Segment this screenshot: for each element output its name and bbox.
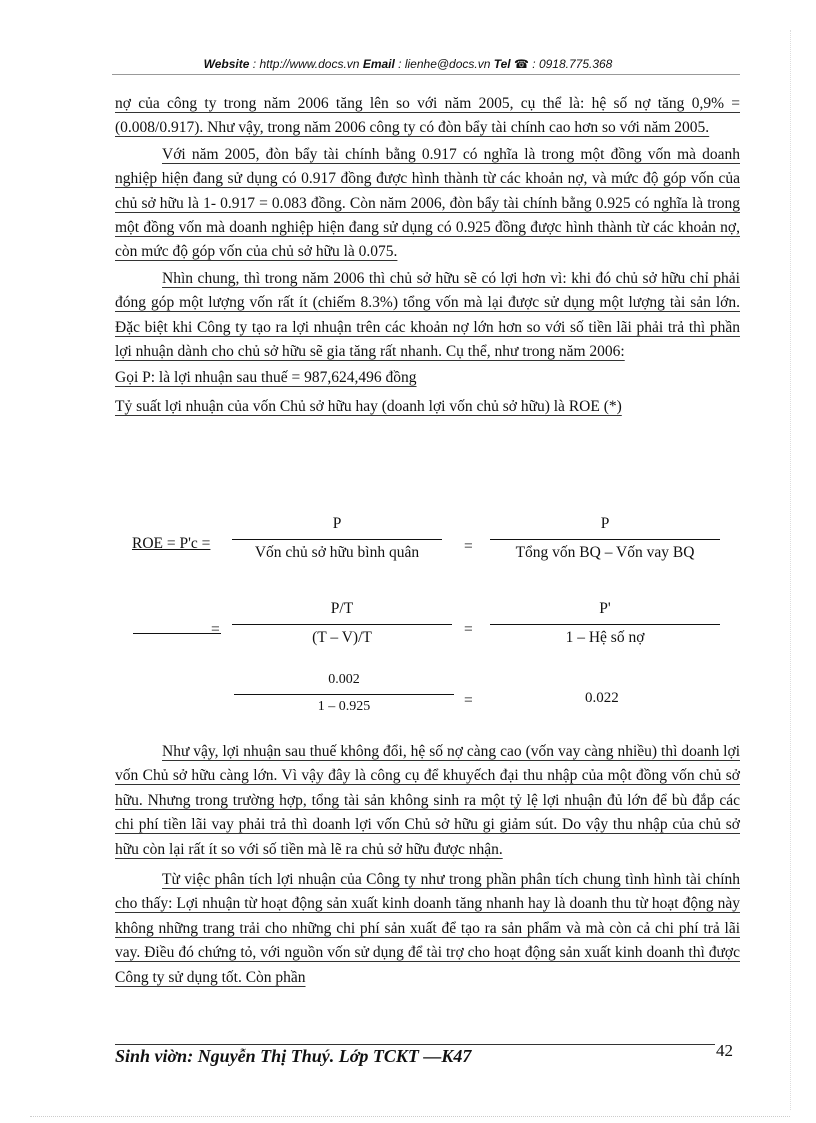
- equals-3: =: [464, 621, 473, 638]
- paragraph-7: Từ việc phân tích lợi nhuận của Công ty như trong phần phân tích chung tình hình tài chính cho thấy: Lợi nhuận từ hoạt động sản xuất kinh doanh tăng nhanh hay là doanh thu từ hoạt động này không những trang trải cho những chi phí sản xuất để tạo ra sản phẩm và mà còn cả chi phí trả lãi vay. Điều đó chứng tỏ, với nguồn vốn sử dụng để tài trợ cho hoạt động sản xuất kinh doanh thì được Công ty sử dụng tốt. Còn phần: [115, 871, 740, 986]
- footer-author: Sinh viờn: Nguyễn Thị Thuý. Lớp TCKT —K47: [115, 1046, 472, 1066]
- page-header: [0, 57, 816, 71]
- page-number: 42: [716, 1041, 733, 1060]
- paragraph-3: Nhìn chung, thì trong năm 2006 thì chủ sở hữu sẽ có lợi hơn vì: khi đó chủ sở hữu chỉ phải đóng góp một lượng vốn rất ít (chiếm 8.3%) tổng vốn mà lại được sử dụng một lượng tài sản lớn. Đặc biệt khi Công ty tạo ra lợi nhuận trên các khoản nợ lớn hơn so với số tiền lãi phải trả thì phần lợi nhuận dành cho chủ sở hữu sẽ gia tăng rất nhanh. Cụ thể, như trong năm 2006:: [115, 269, 740, 361]
- blank-line: [133, 633, 221, 634]
- paragraph-2: Với năm 2005, đòn bẩy tài chính bằng 0.917 có nghĩa là trong một đồng vốn mà doanh nghiệp hiện đang sử dụng có 0.917 đồng được hình thành từ các khoản nợ, và mức độ góp vốn của chủ sở hữu là 1- 0.917 = 0.083 đồng. Còn năm 2006, đòn bẩy tài chính bằng 0.925 có nghĩa là trong một đồng vốn mà doanh nghiệp hiện đang sử dụng có 0.925 đồng được hình thành từ các khoản nợ, còn mức độ góp vốn của chủ sở hữu là 0.075.: [115, 145, 740, 261]
- text-block-bottom: [115, 740, 740, 990]
- fraction-4-denominator: 1 – Hệ số nợ: [565, 629, 645, 646]
- equals-2: =: [211, 621, 220, 638]
- text-block-top: [115, 92, 740, 419]
- fraction-4: [490, 600, 720, 647]
- equals-4: =: [464, 692, 473, 709]
- fraction-1-numerator: P: [332, 515, 342, 532]
- right-dotted-border: [790, 30, 791, 1110]
- fraction-4-numerator: P': [599, 600, 611, 617]
- email-value: : lienhe@docs.vn: [394, 57, 494, 71]
- fraction-1: [232, 515, 442, 562]
- paragraph-5: Tỷ suất lợi nhuận của vốn Chủ sở hữu hay (doanh lợi vốn chủ sở hữu) là ROE (*): [115, 397, 622, 415]
- fraction-3: [232, 600, 452, 647]
- website-value: : http://www.docs.vn: [249, 57, 363, 71]
- paragraph-4: Gọi P: là lợi nhuận sau thuế = 987,624,496 đồng: [115, 369, 417, 387]
- tel-label: Tel: [493, 57, 511, 71]
- fraction-2-numerator: P: [600, 515, 610, 532]
- paragraph-6: Như vậy, lợi nhuận sau thuế không đổi, hệ số nợ càng cao (vốn vay càng nhiều) thì doanh lợi vốn Chủ sở hữu càng lớn. Vì vậy đây là công cụ để khuyếch đại thu nhập của một đồng vốn chủ sở hữu. Nhưng trong trường hợp, tổng tài sản không sinh ra một tỷ lệ lợi nhuận đủ lớn để bù đắp các chi phí tiền lãi vay phải trả thì doanh lợi vốn Chủ sở hữu gi giảm sút. Do vậy thu nhập của chủ sở hữu còn lại rất ít so với số tiền mà lẽ ra chủ sở hữu được nhận.: [115, 743, 740, 858]
- fraction-2-denominator: Tổng vốn BQ – Vốn vay BQ: [515, 544, 695, 561]
- email-label: Email: [362, 57, 395, 71]
- fraction-5-denominator: 1 – 0.925: [317, 699, 371, 714]
- fraction-3-denominator: (T – V)/T: [312, 629, 372, 646]
- header-divider: [112, 74, 740, 75]
- website-label: Website: [203, 57, 250, 71]
- fraction-2: [490, 515, 720, 562]
- bottom-dotted-border: [30, 1116, 790, 1117]
- fraction-1-denominator: Vốn chủ sở hữu bình quân: [254, 544, 420, 561]
- footer-divider: [115, 1044, 715, 1045]
- equals-1: =: [464, 538, 473, 555]
- paragraph-1: nợ của công ty trong năm 2006 tăng lên so với năm 2005, cụ thể là: hệ số nợ tăng 0,9% = (0.008/0.917). Như vậy, trong năm 2006 công ty có đòn bẩy tài chính cao hơn so với năm 2005.: [115, 95, 740, 137]
- roe-lhs: ROE = P'c =: [132, 535, 211, 552]
- fraction-5-numerator: 0.002: [328, 672, 360, 687]
- fraction-5: [234, 672, 454, 715]
- roe-result: 0.022: [585, 690, 619, 706]
- tel-value: ☎ : 0918.775.368: [510, 57, 613, 71]
- fraction-3-numerator: P/T: [330, 600, 354, 617]
